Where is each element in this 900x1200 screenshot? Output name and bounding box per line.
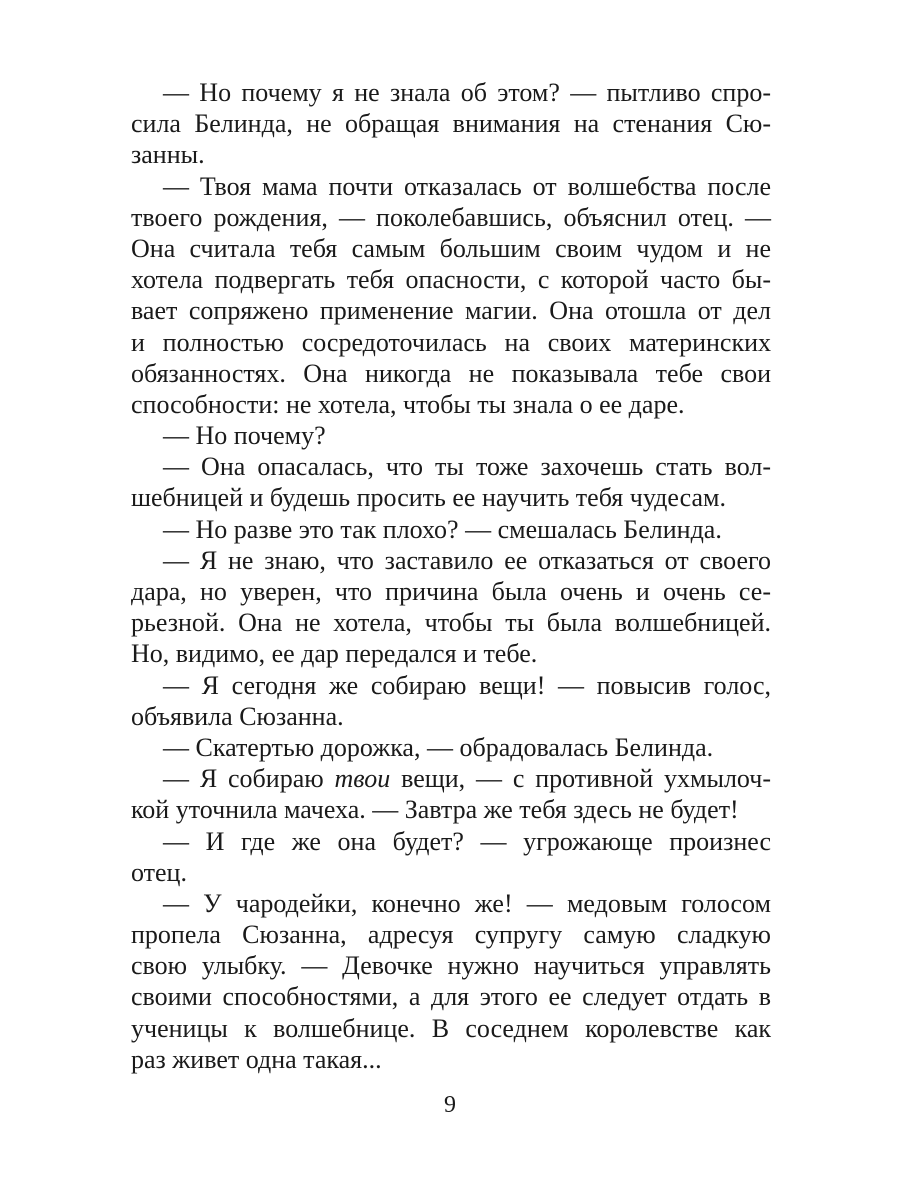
text-line: отец. xyxy=(131,857,187,887)
text-line: Она считала тебя самым большим своим чудом и не xyxy=(131,233,771,263)
text-segment: вещи, — с противной ухмылоч- xyxy=(390,764,771,794)
text-line: свою улыбку. — Девочке нужно научиться управлять xyxy=(131,951,771,981)
text-line: — Она опасалась, что ты тоже захочешь стать вол- xyxy=(163,452,771,482)
text-line: вает сопряжено применение магии. Она отошла от дел xyxy=(131,296,771,326)
text-line: шебницей и будешь просить ее научить тебя чудесам. xyxy=(131,483,726,513)
text-line: — Я сегодня же собираю вещи! — повысив голос, xyxy=(163,670,771,700)
text-line: своими способностями, а для этого ее следует отдать в xyxy=(131,982,771,1012)
text-line: Но, видимо, ее дар передался и тебе. xyxy=(131,639,538,669)
text-line: кой уточнила мачеха. — Завтра же тебя здесь не будет! xyxy=(131,795,739,825)
text-line: рьезной. Она не хотела, чтобы ты была волшебницей. xyxy=(131,608,771,638)
page-number: 9 xyxy=(444,1092,456,1118)
text-line: обязанностях. Она никогда не показывала тебе свои xyxy=(131,358,771,388)
text-line: — Но почему я не знала об этом? — пытливо спро- xyxy=(163,78,771,107)
book-page-text xyxy=(131,77,771,1075)
text-line: пропела Сюзанна, адресуя супругу самую сладкую xyxy=(131,920,771,950)
text-line: способности: не хотела, чтобы ты знала о ее даре. xyxy=(131,389,685,419)
text-line: — У чародейки, конечно же! — медовым голосом xyxy=(163,888,771,918)
text-line: — Я не знаю, что заставило ее отказаться от своего xyxy=(163,545,771,575)
text-line: ученицы к волшебнице. В соседнем королевстве как xyxy=(131,1013,771,1043)
text-line-with-emphasis xyxy=(131,763,771,794)
text-line: объявила Сюзанна. xyxy=(131,701,344,731)
emphasized-word: твои xyxy=(334,764,391,794)
text-line: и полностью сосредоточилась на своих материнских xyxy=(131,327,771,357)
text-line: — Но разве это так плохо? — смешалась Белинда. xyxy=(163,514,722,544)
text-line: — Твоя мама почти отказалась от волшебства после xyxy=(163,171,771,201)
text-line: сила Белинда, не обращая внимания на стенания Сю- xyxy=(131,109,771,139)
text-line: раз живет одна такая... xyxy=(131,1044,382,1074)
text-line: твоего рождения, — поколебавшись, объяснил отец. — xyxy=(131,202,771,232)
text-line: хотела подвергать тебя опасности, с которой часто бы- xyxy=(131,265,771,295)
text-segment: — Я собираю xyxy=(163,764,335,794)
text-line: — Но почему? xyxy=(163,421,326,451)
text-line: занны. xyxy=(131,140,205,170)
text-line: — Скатертью дорожка, — обрадовалась Белинда. xyxy=(163,732,714,762)
text-line: дара, но уверен, что причина была очень и очень се- xyxy=(131,577,771,606)
text-line: — И где же она будет? — угрожающе произнес xyxy=(163,826,771,856)
